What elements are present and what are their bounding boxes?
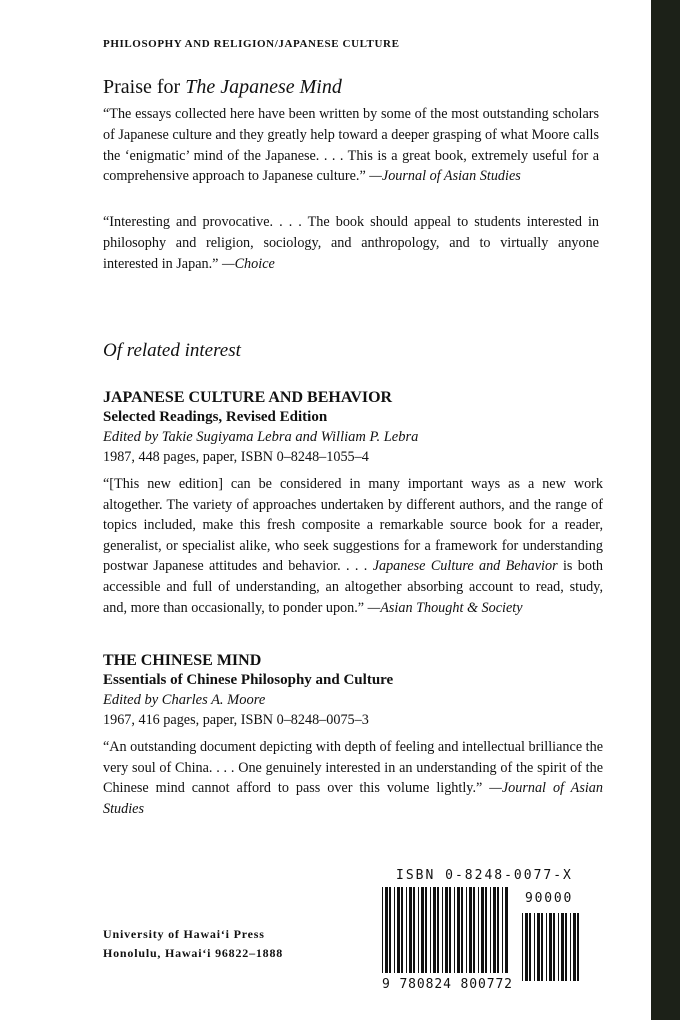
book-review (103, 474, 603, 618)
book-title: JAPANESE CULTURE AND BEHAVIOR (103, 389, 393, 406)
book-title: THE CHINESE MIND (103, 652, 262, 669)
ean-digits: 9 780824 800772 (382, 977, 513, 992)
isbn-label: ISBN 0-8248-0077-X (396, 868, 573, 883)
related-book-2 (103, 651, 603, 819)
price-code: 90000 (525, 891, 574, 906)
praise-prefix: Praise for (103, 76, 186, 98)
barcode-bar (565, 913, 567, 981)
publisher-name: University of Hawai‘i Press (103, 927, 265, 941)
barcode-bar (469, 887, 472, 981)
barcode-bar (573, 913, 576, 981)
book-pub-info: 1987, 448 pages, paper, ISBN 0–8248–1055–4 (103, 449, 369, 465)
barcode-bar (481, 887, 484, 981)
barcode-bar (561, 913, 564, 981)
barcode-bar (537, 913, 540, 981)
barcode-bar (382, 887, 383, 981)
book-review (103, 737, 603, 819)
barcode-bar (457, 887, 460, 981)
barcode-bar (570, 913, 571, 981)
barcode-bar (409, 887, 412, 981)
barcode-bar (421, 887, 424, 981)
barcode-bar (529, 913, 531, 981)
barcode-bar (449, 887, 451, 981)
related-heading: Of related interest (103, 340, 241, 361)
review-text: is both accessible and full of understanding, an altogether absorbing account to read, study, and, more than occasionally, to ponder upon.” (103, 558, 603, 616)
barcode-bar (433, 887, 436, 981)
barcode-bar (541, 913, 543, 981)
barcode-bar (413, 887, 415, 981)
barcode-bar (493, 887, 496, 981)
barcode-bar (577, 913, 579, 981)
praise-heading (103, 76, 342, 99)
book-editor: Edited by Charles A. Moore (103, 692, 266, 708)
praise-book-title: The Japanese Mind (185, 76, 342, 98)
barcode-bar (497, 887, 499, 981)
barcode-bar (394, 887, 395, 981)
barcode-bar (525, 913, 528, 981)
publisher-imprint (103, 925, 283, 963)
related-book-1 (103, 388, 603, 618)
barcode-bar (485, 887, 487, 981)
quote-text: “The essays collected here have been written by some of the most outstanding scholars of Japanese culture and they greatly help toward a deeper grasping of what Moore calls the ‘enigmatic’ mind of the Japanese. . . . This is a great book, extremely useful for a comprehensive approach to Japanese culture.” (103, 106, 599, 185)
addon-bars (522, 913, 579, 981)
barcode-bar (490, 887, 491, 981)
review-source: —Journal of Asian Studies (103, 780, 603, 817)
barcode-bar (534, 913, 535, 981)
category-label: PHILOSOPHY AND RELIGION/JAPANESE CULTURE (103, 38, 400, 50)
quote-source: —Journal of Asian Studies (369, 168, 521, 185)
quote-text: “Interesting and provocative. . . . The book should appeal to students interested in philosophy and religion, sociology, and anthropology, and to virtually anyone interested in Japan.” (103, 214, 599, 272)
cover-spine-edge (651, 0, 680, 1020)
review-text: “[This new edition] can be considered in many important ways as a new work altogether. The variety of approaches undertaken by different authors, and the range of topics included, make this fresh composite a remarkable source book for a reader, generalist, or specialist alike, who seek suggestions for a framework for understanding postwar Japanese attitudes and behavior. . . . (103, 476, 603, 575)
barcode-bar (478, 887, 479, 981)
barcode-bar (502, 887, 503, 981)
barcode-bar (505, 887, 508, 981)
book-subtitle: Essentials of Chinese Philosophy and Culture (103, 672, 394, 688)
barcode-bar (461, 887, 463, 981)
barcode-bar (466, 887, 467, 981)
quote-source: —Choice (221, 255, 275, 272)
book-pub-info: 1967, 416 pages, paper, ISBN 0–8248–0075–3 (103, 712, 369, 728)
barcode-bar (553, 913, 555, 981)
barcode-bar (389, 887, 391, 981)
book-editor: Edited by Takie Sugiyama Lebra and William P. Lebra (103, 429, 419, 445)
barcode-bar (418, 887, 419, 981)
praise-quote-1 (103, 104, 599, 187)
barcode-bar (425, 887, 427, 981)
barcode-bar (437, 887, 439, 981)
barcode-bar (558, 913, 559, 981)
barcode-bar (385, 887, 388, 981)
praise-quote-2 (103, 212, 599, 274)
barcode-bar (454, 887, 455, 981)
barcode-bar (406, 887, 407, 981)
barcode-bar (473, 887, 475, 981)
barcode-bar (549, 913, 552, 981)
barcode-bar (397, 887, 400, 981)
publisher-address: Honolulu, Hawai‘i 96822–1888 (103, 946, 284, 960)
isbn-barcode (378, 885, 586, 995)
barcode-bar (445, 887, 448, 981)
review-book-title: Japanese Culture and Behavior (372, 558, 558, 575)
barcode-bar (430, 887, 431, 981)
barcode-bar (442, 887, 443, 981)
review-source: —Asian Thought & Society (367, 599, 523, 616)
review-text: “An outstanding document depicting with depth of feeling and intellectual brilliance the very soul of China. . . . One genuinely interested in an understanding of the spirit of the Chinese mind cannot afford to pass over this volume lightly.” (103, 739, 603, 797)
barcode-bar (522, 913, 523, 981)
barcode-bar (546, 913, 547, 981)
book-subtitle: Selected Readings, Revised Edition (103, 409, 328, 425)
barcode-bar (401, 887, 403, 981)
